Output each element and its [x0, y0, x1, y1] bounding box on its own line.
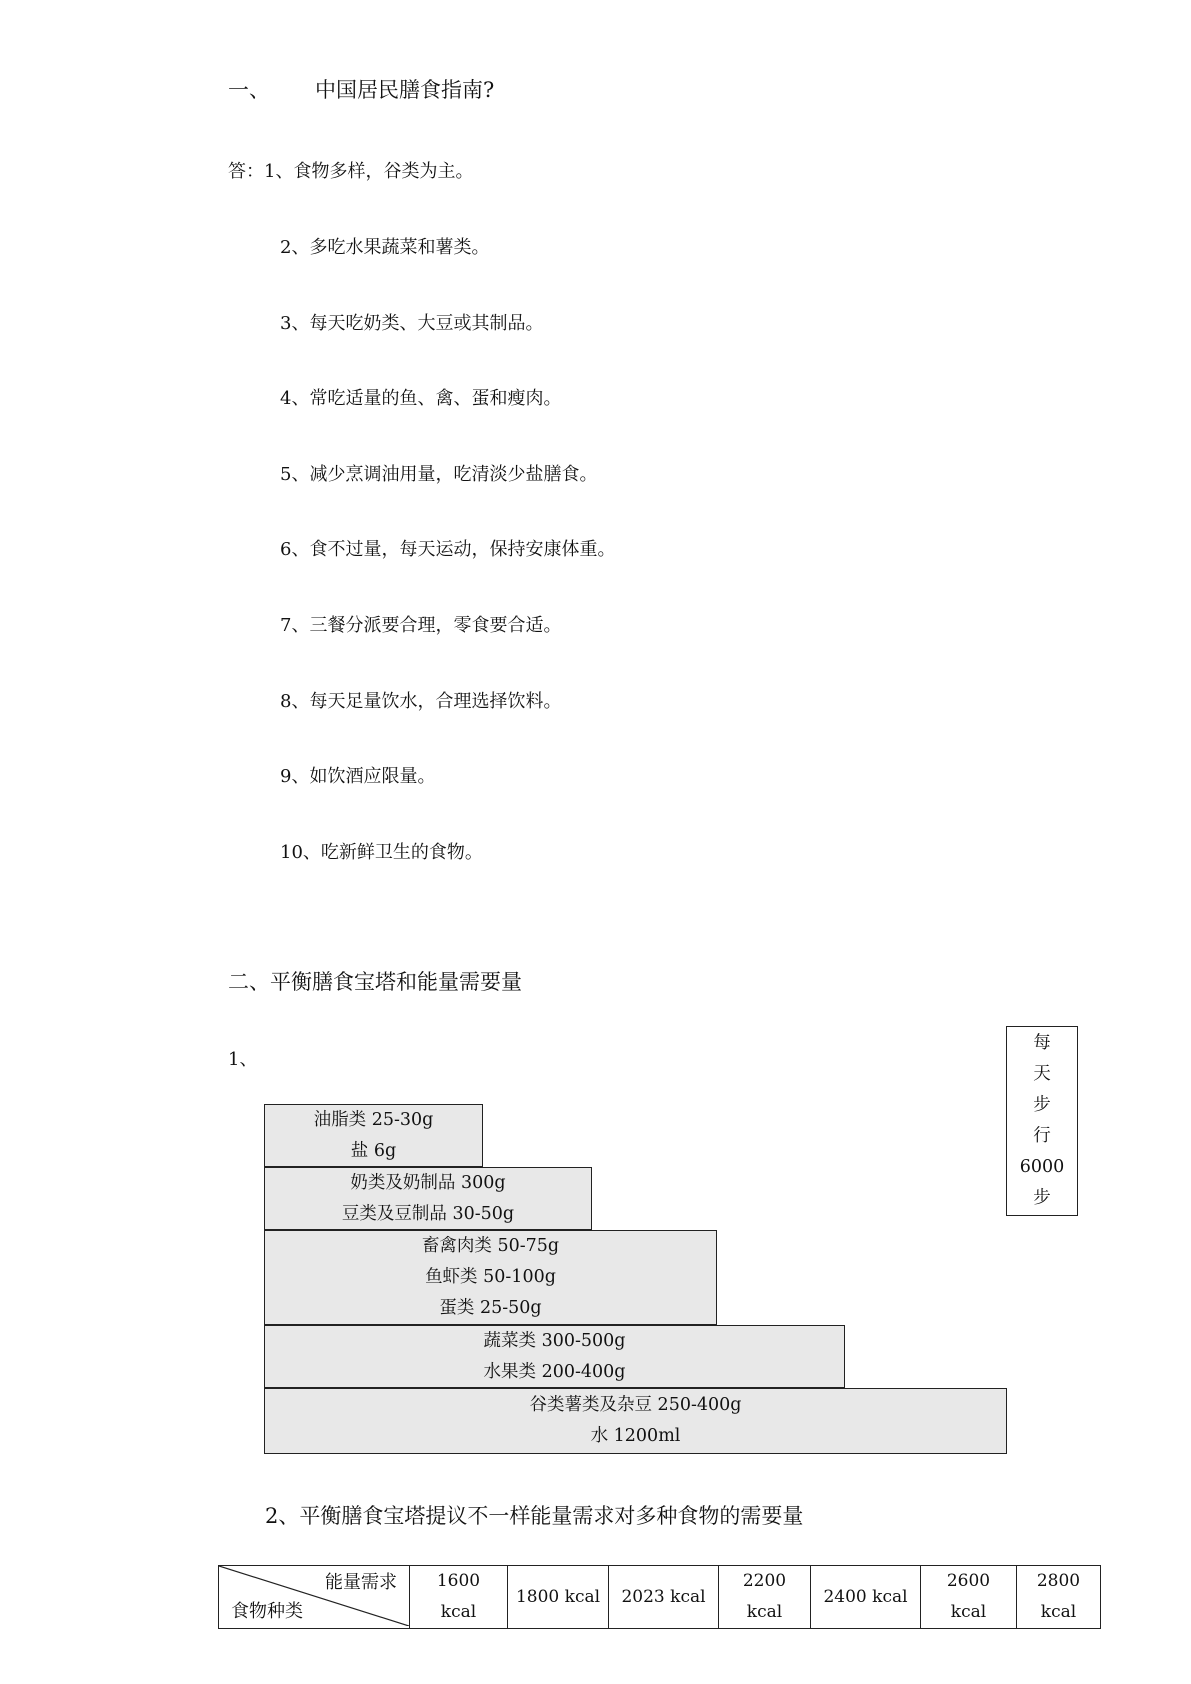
- corner-bottom-label: 食物种类: [231, 1601, 303, 1622]
- guideline-item: 7、三餐分派要合理，零食要合适。: [280, 615, 562, 636]
- walk-note-box: [1006, 1026, 1078, 1216]
- pyramid-step-line: 蔬菜类 300-500g: [483, 1330, 626, 1351]
- energy-column-text: 2400 kcal: [823, 1586, 908, 1607]
- energy-column-text: 2200: [742, 1571, 787, 1591]
- subsection2-title: 2、平衡膳食宝塔提议不一样能量需求对多种食物的需要量: [265, 1504, 804, 1528]
- pyramid-step: [264, 1325, 845, 1388]
- pyramid-step-line: 畜禽肉类 50-75g: [421, 1236, 560, 1256]
- guideline-item: 6、食不过量，每天运动，保持安康体重。: [280, 539, 616, 561]
- guideline-item: 2、多吃水果蔬菜和薯类。: [280, 237, 490, 258]
- section2-title: 二、平衡膳食宝塔和能量需要量: [228, 970, 522, 994]
- pyramid-step-line: 鱼虾类 50-100g: [425, 1267, 556, 1287]
- walk-note-char: 步: [1033, 1095, 1051, 1115]
- guideline-item: 5、减少烹调油用量，吃清淡少盐膳食。: [280, 463, 598, 485]
- energy-column-text: kcal: [1040, 1602, 1077, 1622]
- answer-item-1: 答：1、食物多样，谷类为主。: [228, 161, 474, 182]
- energy-column-header: [609, 1566, 719, 1629]
- walk-note-char: 6000: [1019, 1157, 1065, 1177]
- energy-column-header: [410, 1566, 508, 1629]
- energy-table: [218, 1565, 1101, 1629]
- pyramid-step-line: 豆类及豆制品 30-50g: [341, 1203, 515, 1224]
- energy-column-header: [508, 1566, 609, 1629]
- guideline-item: 10、吃新鲜卫生的食物。: [280, 841, 483, 863]
- corner-top-label: 能量需求: [325, 1572, 397, 1593]
- walk-note-char: 每: [1033, 1033, 1051, 1053]
- energy-column-text: 2800: [1036, 1571, 1081, 1591]
- pyramid-step-line: 水果类 200-400g: [483, 1361, 626, 1382]
- walk-note-char: 天: [1033, 1064, 1051, 1084]
- subsection1-label: 1、: [228, 1049, 258, 1070]
- corner-cell: [219, 1566, 410, 1629]
- pyramid-step: [264, 1104, 483, 1167]
- walk-note-char: 步: [1033, 1188, 1051, 1208]
- guideline-item: 9、如饮酒应限量。: [280, 766, 436, 788]
- pyramid-step-line: 盐 6g: [350, 1140, 397, 1161]
- energy-column-header: [921, 1566, 1017, 1629]
- pyramid-step-line: 油脂类 25-30g: [313, 1109, 434, 1130]
- guideline-item: 3、每天吃奶类、大豆或其制品。: [280, 312, 544, 334]
- pyramid-step-line: 蛋类 25-50g: [439, 1298, 542, 1318]
- energy-header-row: [219, 1566, 1101, 1629]
- energy-column-text: kcal: [440, 1602, 477, 1622]
- pyramid-step: [264, 1167, 592, 1230]
- energy-column-header: [1017, 1566, 1101, 1629]
- section1-title: 中国居民膳食指南?: [315, 78, 495, 102]
- section1-number: 一、: [228, 78, 270, 102]
- pyramid-step-line: 水 1200ml: [590, 1426, 681, 1446]
- pyramid-step-line: 谷类薯类及杂豆 250-400g: [529, 1395, 742, 1415]
- walk-note-char: 行: [1033, 1126, 1051, 1146]
- guideline-item: 8、每天足量饮水，合理选择饮料。: [280, 690, 562, 712]
- energy-column-header: [719, 1566, 811, 1629]
- energy-column-text: 1600: [436, 1571, 481, 1591]
- pyramid-step: [264, 1230, 717, 1325]
- pyramid-step: [264, 1388, 1007, 1454]
- energy-column-text: kcal: [746, 1602, 783, 1622]
- guideline-item: 4、常吃适量的鱼、禽、蛋和瘦肉。: [280, 388, 562, 410]
- energy-column-text: 1800 kcal: [515, 1586, 601, 1607]
- energy-column-header: [811, 1566, 921, 1629]
- energy-column-text: 2023 kcal: [621, 1586, 706, 1607]
- energy-column-text: kcal: [950, 1602, 987, 1622]
- pyramid-step-line: 奶类及奶制品 300g: [350, 1172, 506, 1193]
- energy-column-text: 2600: [946, 1571, 991, 1591]
